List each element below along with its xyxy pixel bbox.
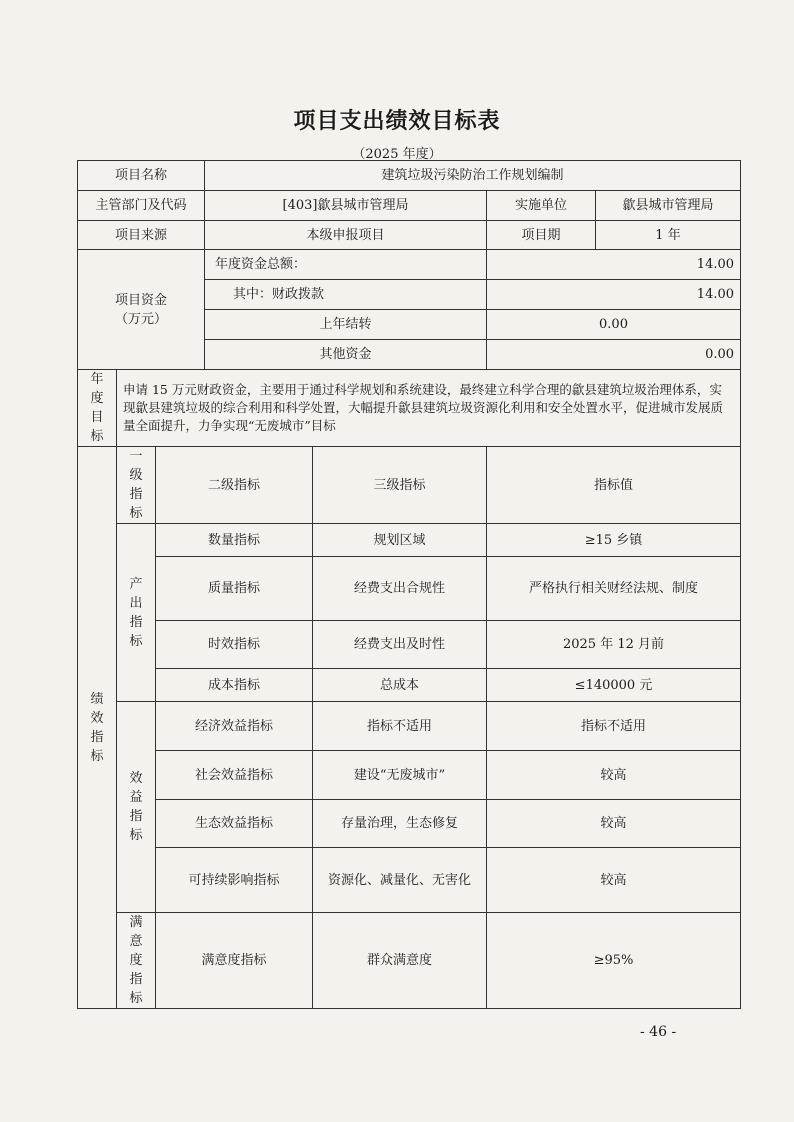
source-value: 本级申报项目: [205, 221, 487, 250]
output-l3: 经费支出及时性: [313, 621, 487, 669]
benefit-l2: 可持续影响指标: [156, 848, 313, 913]
benefit-l2: 经济效益指标: [156, 702, 313, 751]
satisfaction-indicator-label: 满 意 度 指 标: [117, 913, 156, 1009]
output-l2: 数量指标: [156, 524, 313, 557]
output-value: 严格执行相关财经法规、制度: [487, 557, 741, 621]
table-row: [78, 621, 741, 669]
header-level1: 一 级 指 标: [117, 447, 156, 524]
source-label: 项目来源: [78, 221, 205, 250]
table-row: [78, 800, 741, 848]
header-level2: 二级指标: [156, 447, 313, 524]
table-row: [78, 447, 741, 524]
output-l3: 总成本: [313, 669, 487, 702]
table-row: [78, 669, 741, 702]
period-label: 项目期: [487, 221, 596, 250]
impl-label: 实施单位: [487, 191, 596, 221]
satisfaction-value: ≥95%: [487, 913, 741, 1009]
header-value: 指标值: [487, 447, 741, 524]
table-row: [78, 848, 741, 913]
project-name-label: 项目名称: [78, 161, 205, 191]
funds-fiscal-label: 其中：财政拨款: [205, 280, 487, 310]
benefit-l3: 存量治理，生态修复: [313, 800, 487, 848]
table-row: [78, 702, 741, 751]
output-value: ≥15 乡镇: [487, 524, 741, 557]
table-row: [78, 524, 741, 557]
benefit-l3: 建设“无废城市”: [313, 751, 487, 800]
table-row: [78, 191, 741, 221]
funds-unit: （万元）: [114, 311, 167, 327]
table-row: [78, 161, 741, 191]
benefit-indicator-label: 效 益 指 标: [117, 702, 156, 913]
funds-carryover-label: 上年结转: [205, 310, 487, 340]
output-value: ≤140000 元: [487, 669, 741, 702]
funds-total-label: 年度资金总额：: [205, 250, 487, 280]
project-name-value: 建筑垃圾污染防治工作规划编制: [205, 161, 741, 191]
benefit-value: 较高: [487, 848, 741, 913]
benefit-l3: 指标不适用: [313, 702, 487, 751]
benefit-value: 较高: [487, 800, 741, 848]
dept-value: [403]歙县城市管理局: [205, 191, 487, 221]
page-number: - 46 -: [640, 1024, 677, 1040]
table-row: [78, 751, 741, 800]
benefit-value: 指标不适用: [487, 702, 741, 751]
output-l3: 规划区域: [313, 524, 487, 557]
table-row: [78, 557, 741, 621]
output-l2: 时效指标: [156, 621, 313, 669]
output-l3: 经费支出合规性: [313, 557, 487, 621]
dept-label: 主管部门及代码: [78, 191, 205, 221]
impl-value: 歙县城市管理局: [596, 191, 741, 221]
period-value: 1 年: [596, 221, 741, 250]
table-row: [78, 250, 741, 280]
header-level3: 三级指标: [313, 447, 487, 524]
funds-total-value: 14.00: [487, 250, 741, 280]
funds-label-cell: [78, 250, 205, 370]
output-indicator-label: 产 出 指 标: [117, 524, 156, 702]
satisfaction-l2: 满意度指标: [156, 913, 313, 1009]
benefit-l3: 资源化、减量化、无害化: [313, 848, 487, 913]
output-l2: 质量指标: [156, 557, 313, 621]
output-l2: 成本指标: [156, 669, 313, 702]
benefit-l2: 生态效益指标: [156, 800, 313, 848]
indicators-section-label: 绩 效 指 标: [78, 447, 117, 1009]
funds-other-value: 0.00: [487, 340, 741, 370]
table-row: [78, 370, 741, 447]
year-label: （2025 年度）: [352, 147, 442, 162]
annual-goal-text: 申请 15 万元财政资金，主要用于通过科学规划和系统建设，最终建立科学合理的歙县建筑垃圾治理体系，实现歙县建筑垃圾的综合利用和科学处置，大幅提升歙县建筑垃圾资源化利用和安全处置水平，促进城市发展质量全面提升，力争实现“无废城市”目标: [117, 370, 741, 447]
table-row: [78, 913, 741, 1009]
output-value: 2025 年 12 月前: [487, 621, 741, 669]
funds-fiscal-value: 14.00: [487, 280, 741, 310]
funds-carryover-value: 0.00: [487, 310, 741, 340]
table-row: [78, 221, 741, 250]
benefit-l2: 社会效益指标: [156, 751, 313, 800]
performance-table: [77, 160, 741, 1009]
annual-goal-label: 年 度 目 标: [78, 370, 117, 447]
satisfaction-l3: 群众满意度: [313, 913, 487, 1009]
funds-other-label: 其他资金: [205, 340, 487, 370]
page-title: 项目支出绩效目标表: [293, 109, 501, 134]
benefit-value: 较高: [487, 751, 741, 800]
funds-label: 项目资金: [114, 292, 167, 308]
